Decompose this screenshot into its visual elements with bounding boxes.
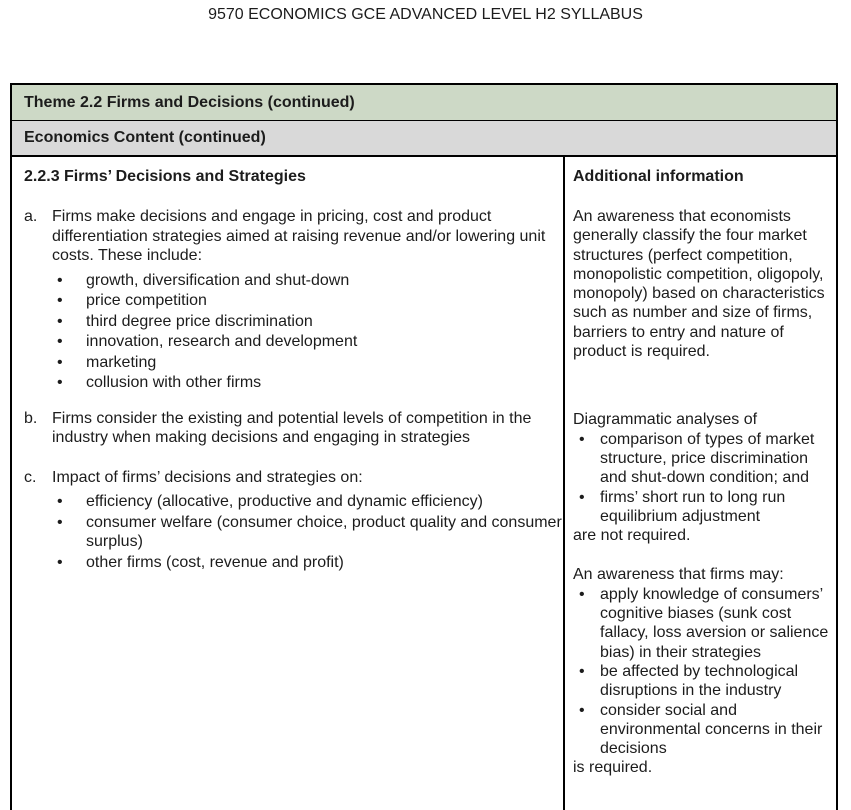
bullet-item bbox=[57, 373, 563, 394]
bullet-label: apply knowledge of consumers’ cognitive biases (sunk cost fallacy, loss aversion or salience bias) in their strategies bbox=[600, 585, 829, 661]
content-item-b bbox=[24, 409, 563, 448]
item-body bbox=[52, 409, 563, 448]
bullet-icon: • bbox=[579, 701, 585, 719]
bullet-item bbox=[579, 488, 834, 527]
bullet-icon: • bbox=[579, 430, 585, 448]
item-bullet-list bbox=[57, 271, 563, 394]
left-column-title: 2.2.3 Firms’ Decisions and Strategies bbox=[24, 168, 306, 185]
item-bullet-list bbox=[57, 492, 563, 573]
info-bullet-list bbox=[579, 430, 834, 526]
bullet-item bbox=[57, 291, 563, 312]
item-body bbox=[52, 207, 563, 394]
bullet-label: collusion with other firms bbox=[86, 374, 262, 391]
page-title: 9570 ECONOMICS GCE ADVANCED LEVEL H2 SYLLABUS bbox=[208, 6, 643, 23]
right-column bbox=[565, 157, 836, 810]
bullet-item bbox=[579, 585, 834, 662]
theme-header-label: Theme 2.2 Firms and Decisions (continued) bbox=[24, 93, 355, 111]
bullet-icon: • bbox=[57, 374, 63, 391]
info-paragraph: Diagrammatic analyses of bbox=[573, 411, 758, 429]
info-paragraph: is required. bbox=[573, 759, 653, 777]
bullet-icon: • bbox=[57, 493, 63, 510]
item-letter-label: b. bbox=[24, 409, 38, 427]
bullet-icon: • bbox=[57, 333, 63, 350]
item-body bbox=[52, 468, 563, 574]
bullet-icon: • bbox=[579, 585, 585, 603]
content-header-row bbox=[12, 121, 836, 157]
bullet-label: consumer welfare (consumer choice, product quality and consumer surplus) bbox=[86, 513, 562, 550]
info-paragraph: An awareness that firms may: bbox=[573, 566, 784, 584]
bullet-item bbox=[579, 430, 834, 488]
info-paragraph: are not required. bbox=[573, 527, 691, 545]
bullet-item bbox=[579, 701, 834, 759]
left-column-body bbox=[24, 207, 563, 573]
info-bullet-list bbox=[579, 585, 834, 759]
bullet-item bbox=[57, 332, 563, 353]
item-letter-label: c. bbox=[24, 468, 37, 486]
bullet-icon: • bbox=[57, 312, 63, 330]
theme-header-row bbox=[12, 85, 836, 121]
table-body bbox=[12, 157, 836, 810]
info-paragraph: An awareness that economists generally classify the four market structures (perfect competition, monopolistic competition, oligopoly, monopoly) based on characteristics such as number and size of firms, barriers to entry and nature of product is required. bbox=[573, 208, 825, 361]
bullet-label: efficiency (allocative, productive and dynamic efficiency) bbox=[86, 493, 483, 510]
right-column-title: Additional information bbox=[573, 168, 744, 185]
content-header-label: Economics Content (continued) bbox=[24, 129, 266, 146]
left-column bbox=[12, 157, 565, 810]
bullet-label: comparison of types of market structure, price discrimination and shut-down condition; and bbox=[600, 430, 815, 487]
bullet-label: consider social and environmental concerns in their decisions bbox=[600, 701, 823, 758]
bullet-icon: • bbox=[57, 271, 63, 289]
bullet-item bbox=[57, 553, 563, 574]
bullet-label: innovation, research and development bbox=[86, 333, 358, 350]
item-letter-label: a. bbox=[24, 208, 38, 225]
content-item-c bbox=[24, 468, 563, 574]
bullet-label: be affected by technological disruptions in the industry bbox=[600, 662, 799, 700]
bullet-icon: • bbox=[57, 292, 63, 309]
item-text: Firms make decisions and engage in pricing, cost and product differentiation strategies aimed at raising revenue and/or lowering unit costs. These include: bbox=[52, 208, 546, 264]
syllabus-table bbox=[10, 83, 838, 810]
bullet-icon: • bbox=[57, 353, 63, 371]
bullet-item bbox=[57, 353, 563, 374]
bullet-label: third degree price discrimination bbox=[86, 312, 313, 330]
right-column-body bbox=[573, 207, 834, 778]
bullet-item bbox=[579, 662, 834, 701]
bullet-label: price competition bbox=[86, 292, 207, 309]
bullet-icon: • bbox=[57, 513, 63, 531]
bullet-label: growth, diversification and shut-down bbox=[86, 271, 350, 289]
bullet-icon: • bbox=[579, 662, 585, 680]
bullet-icon: • bbox=[579, 488, 585, 506]
bullet-icon: • bbox=[57, 553, 63, 571]
item-text: Impact of firms’ decisions and strategies on: bbox=[52, 468, 363, 486]
bullet-item bbox=[57, 513, 563, 553]
bullet-label: firms’ short run to long run equilibrium adjustment bbox=[600, 488, 786, 525]
bullet-label: marketing bbox=[86, 353, 157, 371]
bullet-item bbox=[57, 271, 563, 292]
bullet-item bbox=[57, 312, 563, 333]
bullet-item bbox=[57, 492, 563, 513]
bullet-label: other firms (cost, revenue and profit) bbox=[86, 553, 344, 571]
item-text: Firms consider the existing and potential levels of competition in the industry when making decisions and engaging in strategies bbox=[52, 409, 532, 446]
content-item-a bbox=[24, 207, 563, 394]
